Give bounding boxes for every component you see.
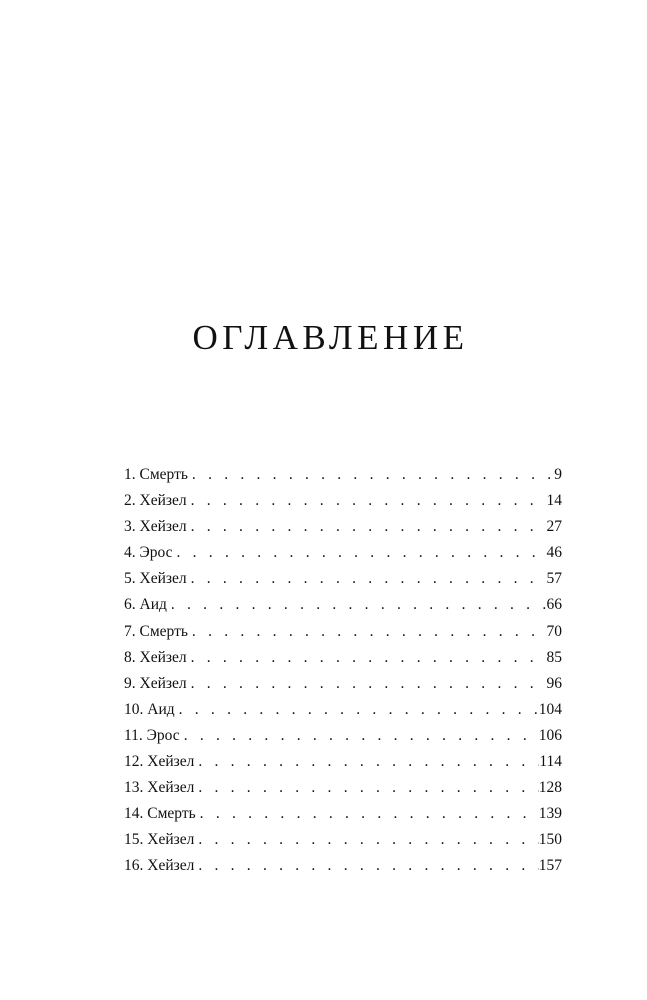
toc-chapter-label: 10. Аид [124,700,175,718]
toc-page-number: 70 [546,622,562,640]
toc-chapter-label: 3. Хейзел [124,518,187,536]
dot-leader [194,753,539,771]
dot-leader [196,805,539,823]
toc-entry [124,701,562,727]
toc-entry [124,779,562,805]
toc-chapter-label: 4. Эрос [124,544,173,562]
dot-leader [194,779,538,797]
toc-entry [124,544,562,570]
dot-leader [194,831,538,849]
toc-page-number: 9 [554,466,562,483]
dot-leader [187,570,547,588]
toc-page-number: 27 [546,518,562,536]
toc-page-number: 114 [539,753,562,771]
toc-chapter-label: 11. Эрос [124,726,180,744]
toc-entry [124,596,562,622]
toc-chapter-label: 15. Хейзел [124,831,195,849]
toc-entry [124,492,562,518]
dot-leader [188,466,554,484]
toc-page-number: 57 [546,570,562,588]
toc-chapter-label: 2. Хейзел [124,492,187,510]
toc-page-number: 128 [538,779,562,797]
toc-page-number: 139 [538,805,562,823]
dot-leader [175,701,539,719]
toc-page-number: 104 [538,700,562,718]
dot-leader [173,544,547,562]
toc-page-number: 14 [546,492,562,510]
toc-chapter-label: 1. Смерть [124,466,188,483]
dot-leader [187,649,547,667]
toc-entry [124,727,562,753]
toc-page-number: 85 [546,648,562,666]
dot-leader [188,623,547,641]
toc-entry [124,623,562,649]
toc-page-number: 157 [538,857,562,875]
dot-leader [180,727,539,745]
toc-entry [124,518,562,544]
toc-page-number: 46 [546,544,562,562]
toc-page-number: 106 [538,726,562,744]
toc-chapter-label: 12. Хейзел [124,753,195,771]
toc-entry [124,466,562,492]
toc-entry [124,675,562,701]
page-title: ОГЛАВЛЕНИЕ [192,318,469,357]
toc-entry [124,805,562,831]
dot-leader [187,518,547,536]
toc-chapter-label: 16. Хейзел [124,857,195,875]
toc-entry [124,570,562,596]
toc-chapter-label: 9. Хейзел [124,674,187,692]
dot-leader [187,675,547,693]
dot-leader [167,596,547,614]
toc-entry [124,649,562,675]
table-of-contents [124,466,562,884]
toc-chapter-label: 8. Хейзел [124,648,187,666]
toc-chapter-label: 7. Смерть [124,622,188,640]
toc-entry [124,857,562,883]
toc-page-number: 150 [538,831,562,849]
toc-chapter-label: 6. Аид [124,596,167,614]
toc-entry [124,753,562,779]
toc-page-number: 96 [546,674,562,692]
toc-entry [124,831,562,857]
toc-page-number: 66 [546,596,562,614]
toc-chapter-label: 14. Смерть [124,805,196,823]
toc-chapter-label: 5. Хейзел [124,570,187,588]
toc-chapter-label: 13. Хейзел [124,779,195,797]
dot-leader [194,857,538,875]
dot-leader [187,492,547,510]
